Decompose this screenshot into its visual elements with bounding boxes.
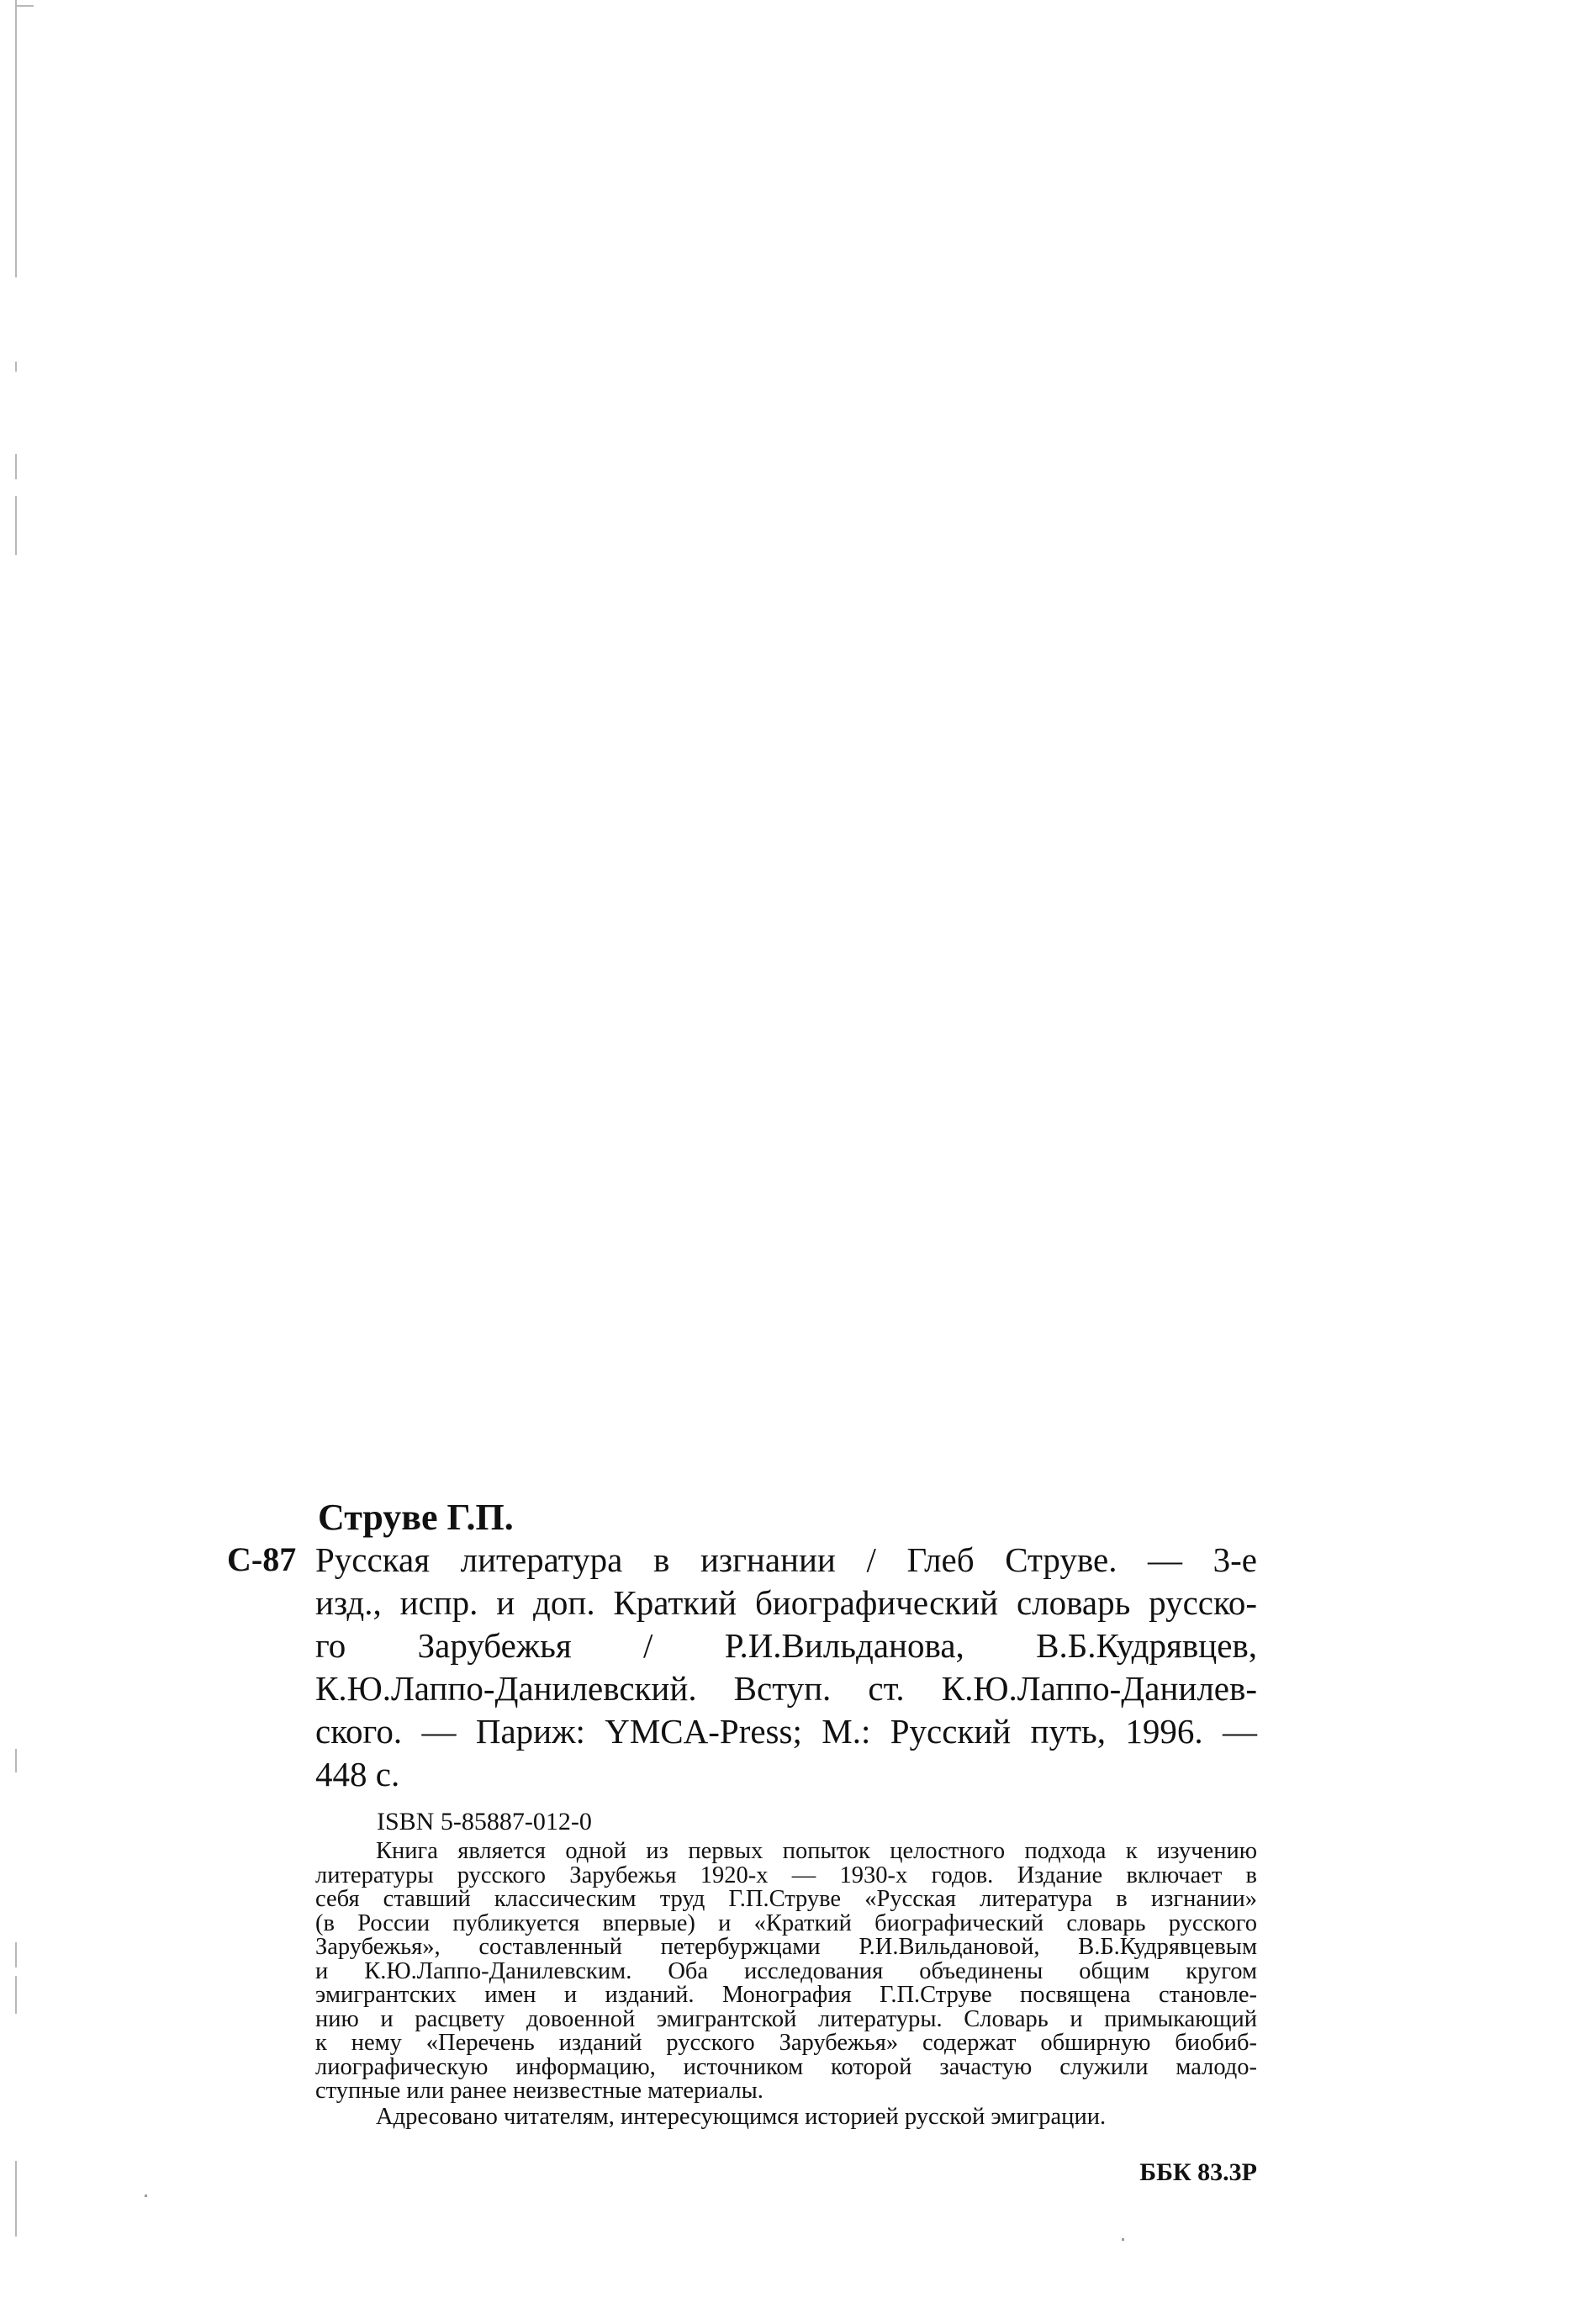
scan-speck	[1122, 2238, 1124, 2241]
isbn: ISBN 5-85887-012-0	[377, 1808, 592, 1835]
bib-line: 448 с.	[315, 1755, 400, 1793]
annotation-line: литературы русского Зарубежья 1920-х — 1930-х годов. Издание включает в	[315, 1863, 1257, 1888]
annotation-line: (в России публикуется впервые) и «Краткий биографический словарь русского	[315, 1911, 1257, 1936]
author-heading: Струве Г.П.	[318, 1497, 514, 1538]
scan-edge-mark	[15, 2161, 17, 2237]
scan-corner-mark	[15, 5, 34, 7]
bib-line: Русская литература в изгнании / Глеб Струве. — 3-е	[315, 1540, 1257, 1579]
annotation-line: эмигрантских имен и изданий. Монография Г.П.Струве посвящена становле-	[315, 1983, 1257, 2008]
bibliographic-description	[315, 1539, 1257, 1796]
bib-line: го Зарубежья / Р.И.Вильданова, В.Б.Кудрявцев,	[315, 1626, 1257, 1665]
annotation-line: себя ставший классическим труд Г.П.Струве «Русская литература в изгнании»	[315, 1888, 1257, 1912]
annotation	[315, 1840, 1257, 2104]
scan-edge-mark	[15, 454, 17, 479]
scan-edge-mark	[15, 1749, 17, 1772]
annotation-line: лиографическую информацию, источником которой зачастую служили малодо-	[315, 2055, 1257, 2079]
scan-edge-mark	[15, 362, 17, 372]
annotation-line: ступные или ранее неизвестные материалы.	[315, 2079, 763, 2104]
bib-line: ского. — Париж: YMCA-Press; М.: Русский путь, 1996. —	[315, 1712, 1257, 1751]
scan-edge-mark	[15, 0, 17, 277]
scan-edge-mark	[15, 496, 17, 555]
scan-speck	[145, 2195, 147, 2197]
scan-edge-mark	[15, 1976, 17, 2014]
annotation-line: к нему «Перечень изданий русского Зарубежья» содержат обширную биобиб-	[315, 2031, 1257, 2056]
annotation-line: нию и расцвету довоенной эмигрантской литературы. Словарь и примыкающий	[315, 2007, 1257, 2031]
annotation-line: и К.Ю.Лаппо-Данилевским. Оба исследования объединены общим кругом	[315, 1959, 1257, 1983]
bib-line: К.Ю.Лаппо-Данилевский. Вступ. ст. К.Ю.Лаппо-Данилев-	[315, 1669, 1257, 1708]
bbk-index: ББК 83.3Р	[1139, 2158, 1257, 2186]
audience-note: Адресовано читателям, интересующимся историей русской эмиграции.	[376, 2104, 1107, 2130]
bib-line: изд., испр. и доп. Краткий биографический словарь русско-	[315, 1583, 1257, 1622]
annotation-line: Книга является одной из первых попыток целостного подхода к изучению	[376, 1840, 1257, 1864]
scan-edge-mark	[15, 1942, 17, 1967]
annotation-line: Зарубежья», составленный петербуржцами Р.И.Вильдановой, В.Б.Кудрявцевым	[315, 1936, 1257, 1960]
call-number: С-87	[227, 1540, 297, 1578]
